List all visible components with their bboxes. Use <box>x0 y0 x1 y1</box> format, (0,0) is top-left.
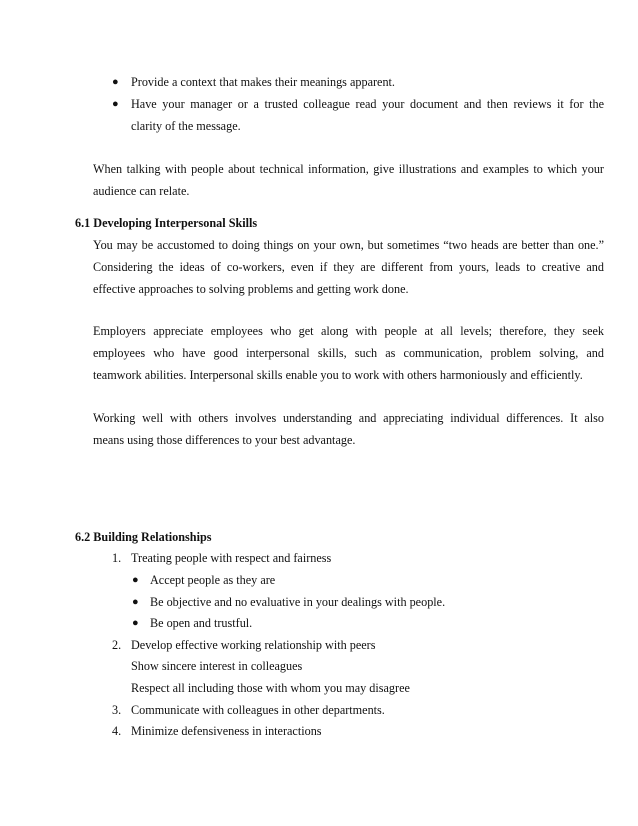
section-6-1-heading: 6.1 Developing Interpersonal Skills <box>75 216 258 230</box>
list-item-3: Communicate with colleagues in other departments. <box>131 703 385 717</box>
list-number: 3. <box>112 703 122 717</box>
list-item-2: Develop effective working relationship with peers <box>131 638 376 652</box>
list-item-1: Treating people with respect and fairness <box>131 551 332 565</box>
sub-bullet-3: Be open and trustful. <box>150 616 253 630</box>
paragraph-3-line-2: means using those differences to your best advantage. <box>93 433 356 447</box>
list-item-2-continuation-1: Show sincere interest in colleagues <box>131 659 303 673</box>
list-item-4: Minimize defensiveness in interactions <box>131 724 322 738</box>
list-number: 2. <box>112 638 122 652</box>
bullet-icon: ● <box>132 617 139 629</box>
paragraph-1-line-3: effective approaches to solving problems and getting work done. <box>93 282 409 296</box>
paragraph-2-line-3: teamwork abilities. Interpersonal skills enable you to work with others harmoniously and efficiently. <box>93 368 583 382</box>
bullet-icon: ● <box>132 574 139 586</box>
sub-bullet-2: Be objective and no evaluative in your dealings with people. <box>150 595 446 609</box>
paragraph-3-line-1: Working well with others involves understanding and appreciating individual differences. It also <box>93 411 604 425</box>
list-item-2-continuation-2: Respect all including those with whom you may disagree <box>131 681 410 695</box>
paragraph-2-line-1: Employers appreciate employees who get along with people at all levels; therefore, they seek <box>93 324 604 338</box>
intro-bullet-2-line-2: clarity of the message. <box>131 119 241 133</box>
intro-bullet-1-line-1: Provide a context that makes their meanings apparent. <box>131 75 395 89</box>
bullet-icon: ● <box>112 76 119 88</box>
intro-paragraph-line-2: audience can relate. <box>93 184 190 198</box>
intro-bullet-2-line-1: Have your manager or a trusted colleague read your document and then reviews it for the <box>131 97 604 111</box>
paragraph-1-line-2: Considering the ideas of co-workers, even if they are different from yours, leads to creative and <box>93 260 604 274</box>
list-number: 1. <box>112 551 122 565</box>
bullet-icon: ● <box>132 596 139 608</box>
sub-bullet-1: Accept people as they are <box>150 573 276 587</box>
section-6-2-heading: 6.2 Building Relationships <box>75 530 212 544</box>
paragraph-2-line-2: employees who have good interpersonal skills, such as communication, problem solving, and <box>93 346 604 360</box>
paragraph-1-line-1: You may be accustomed to doing things on your own, but sometimes “two heads are better than one.” <box>93 238 604 252</box>
bullet-icon: ● <box>112 98 119 110</box>
list-number: 4. <box>112 724 122 738</box>
intro-paragraph-line-1: When talking with people about technical information, give illustrations and examples to which your <box>93 162 604 176</box>
